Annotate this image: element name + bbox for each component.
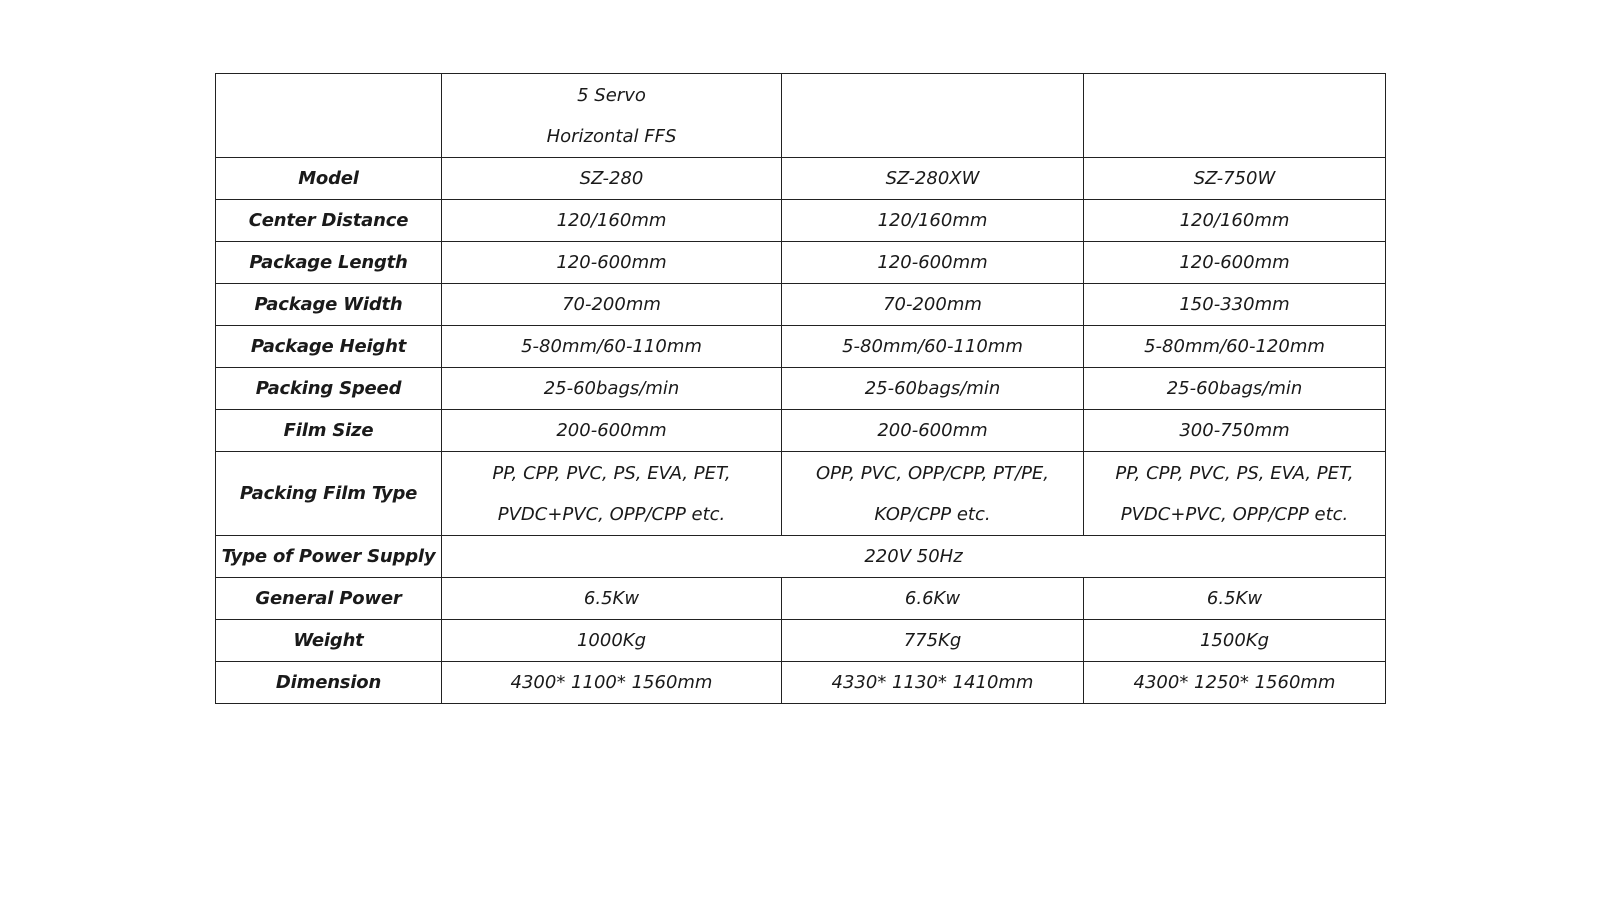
row-value: 120-600mm <box>782 242 1084 284</box>
row-value: 6.5Kw <box>1084 578 1386 620</box>
row-value: 5-80mm/60-110mm <box>442 326 782 368</box>
row-value: 25-60bags/min <box>782 368 1084 410</box>
row-value: SZ-280 <box>442 158 782 200</box>
table-row <box>216 242 1386 284</box>
row-label: Type of Power Supply <box>216 536 442 578</box>
row-value: SZ-750W <box>1084 158 1386 200</box>
header-line-1: 5 Servo <box>577 84 646 106</box>
row-value: 1500Kg <box>1084 620 1386 662</box>
table-row <box>216 200 1386 242</box>
row-value: 120/160mm <box>782 200 1084 242</box>
row-value: 120/160mm <box>1084 200 1386 242</box>
row-value: 5-80mm/60-110mm <box>782 326 1084 368</box>
row-label: Packing Film Type <box>216 452 442 536</box>
value-line: OPP, PVC, OPP/CPP, PT/PE, <box>815 462 1050 484</box>
row-value: 6.6Kw <box>782 578 1084 620</box>
table-row <box>216 284 1386 326</box>
row-value <box>442 452 782 536</box>
table-header-row <box>216 74 1386 158</box>
row-value: 120/160mm <box>442 200 782 242</box>
table-row <box>216 620 1386 662</box>
table-row <box>216 326 1386 368</box>
row-value <box>1084 452 1386 536</box>
row-value: 25-60bags/min <box>442 368 782 410</box>
value-line: PP, CPP, PVC, PS, EVA, PET, <box>492 462 731 484</box>
row-label: Weight <box>216 620 442 662</box>
header-label-cell <box>216 74 442 158</box>
table-row-film-type <box>216 452 1386 536</box>
value-line: KOP/CPP etc. <box>874 503 991 525</box>
row-value: 4330* 1130* 1410mm <box>782 662 1084 704</box>
row-value: 25-60bags/min <box>1084 368 1386 410</box>
row-value: 300-750mm <box>1084 410 1386 452</box>
row-value <box>782 452 1084 536</box>
row-value: 1000Kg <box>442 620 782 662</box>
row-value: 150-330mm <box>1084 284 1386 326</box>
row-label: Model <box>216 158 442 200</box>
row-value: 4300* 1250* 1560mm <box>1084 662 1386 704</box>
table-row <box>216 662 1386 704</box>
row-label: Center Distance <box>216 200 442 242</box>
value-line: PVDC+PVC, OPP/CPP etc. <box>497 503 726 525</box>
row-value: 6.5Kw <box>442 578 782 620</box>
table-row <box>216 410 1386 452</box>
row-label: Package Width <box>216 284 442 326</box>
row-label: General Power <box>216 578 442 620</box>
table-row <box>216 158 1386 200</box>
row-label: Film Size <box>216 410 442 452</box>
row-value: 120-600mm <box>1084 242 1386 284</box>
table-row-power-supply <box>216 536 1386 578</box>
row-value: 5-80mm/60-120mm <box>1084 326 1386 368</box>
row-label: Package Height <box>216 326 442 368</box>
spec-table <box>215 73 1386 704</box>
value-line: PP, CPP, PVC, PS, EVA, PET, <box>1115 462 1354 484</box>
table-row <box>216 368 1386 410</box>
row-label: Package Length <box>216 242 442 284</box>
header-machine-type-cell <box>442 74 782 158</box>
row-value: 120-600mm <box>442 242 782 284</box>
row-value: 70-200mm <box>442 284 782 326</box>
value-line: PVDC+PVC, OPP/CPP etc. <box>1120 503 1349 525</box>
row-value: 4300* 1100* 1560mm <box>442 662 782 704</box>
header-line-2: Horizontal FFS <box>546 125 677 147</box>
row-label: Packing Speed <box>216 368 442 410</box>
row-value: 200-600mm <box>782 410 1084 452</box>
row-value: 220V 50Hz <box>442 536 1386 578</box>
row-label: Dimension <box>216 662 442 704</box>
row-value: 70-200mm <box>782 284 1084 326</box>
row-value: 775Kg <box>782 620 1084 662</box>
row-value: SZ-280XW <box>782 158 1084 200</box>
header-cell-3 <box>1084 74 1386 158</box>
header-cell-2 <box>782 74 1084 158</box>
row-value: 200-600mm <box>442 410 782 452</box>
table-row <box>216 578 1386 620</box>
